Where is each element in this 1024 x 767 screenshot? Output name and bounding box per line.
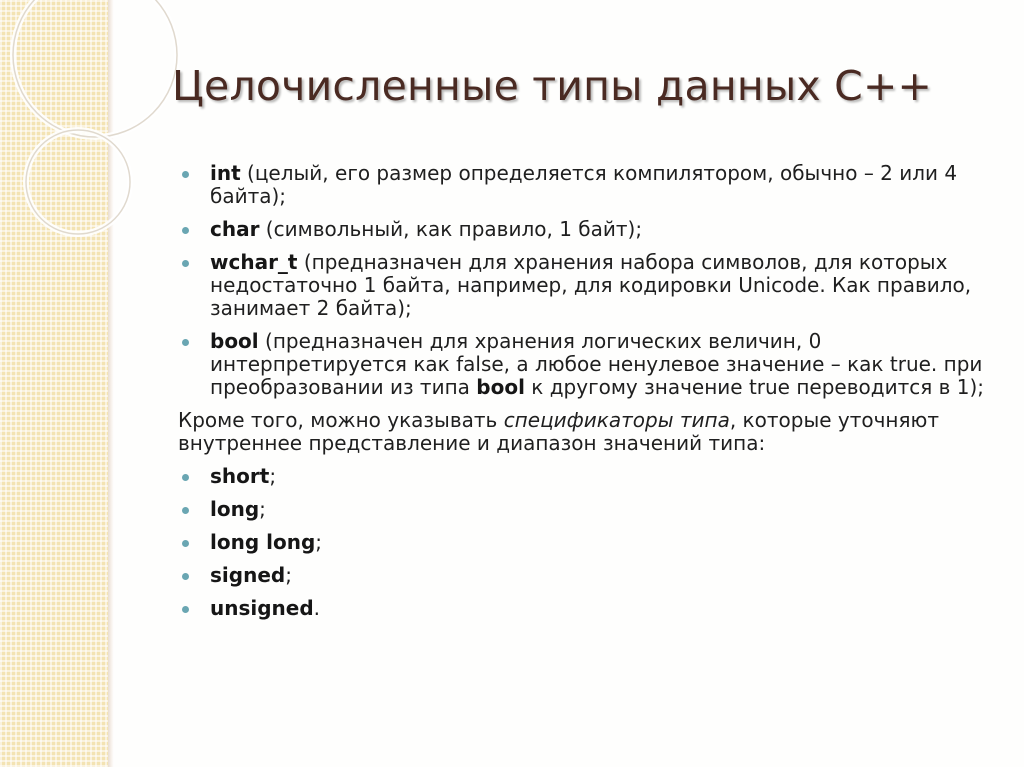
- keyword: char: [210, 217, 260, 241]
- keyword: unsigned: [210, 596, 314, 620]
- keyword: int: [210, 161, 241, 185]
- keyword: bool: [210, 329, 259, 353]
- list-item-int: [178, 162, 998, 208]
- bullet-icon: [182, 474, 189, 481]
- keyword: signed: [210, 563, 286, 587]
- list-item-signed: [178, 564, 998, 587]
- list-item-short: [178, 465, 998, 488]
- bullet-icon: [182, 227, 189, 234]
- list-item-wchar: [178, 251, 998, 320]
- item-end: .: [313, 596, 321, 620]
- slide-title: Целочисленные типы данных C++: [172, 62, 933, 110]
- item-end: ;: [259, 497, 266, 521]
- list-item-char: [178, 218, 998, 241]
- slide-content: [178, 162, 998, 630]
- item-text-end: к другому значение true переводится в 1);: [524, 375, 985, 399]
- list-item-unsigned: [178, 597, 998, 620]
- item-text: (символьный, как правило, 1 байт);: [259, 217, 643, 241]
- keyword: short: [210, 464, 270, 488]
- specifiers-list: [178, 465, 998, 620]
- bullet-icon: [182, 573, 189, 580]
- paragraph-before: Кроме того, можно указывать: [178, 408, 504, 432]
- item-end: ;: [269, 464, 277, 488]
- specifiers-paragraph: [178, 409, 998, 455]
- bullet-icon: [182, 339, 189, 346]
- paragraph-italic: спецификаторы типа: [503, 408, 730, 432]
- decorative-circle-small-shadow: [26, 130, 130, 234]
- decorative-circle-large: [13, 0, 177, 137]
- item-end: ;: [285, 563, 292, 587]
- item-text: (предназначен для хранения набора символов, для которых недостаточно 1 байта, например, для кодировки Unicode. Как правило, занимает 2 байта);: [210, 250, 972, 320]
- bullet-icon: [182, 171, 189, 178]
- item-text: (предназначен для хранения логических величин, 0 интерпретируется как false, а любое ненулевое значение – как true. при преобразовании из типа: [210, 329, 983, 399]
- list-item-bool: [178, 330, 998, 399]
- list-item-long: [178, 498, 998, 521]
- bullet-icon: [182, 260, 189, 267]
- keyword-inline: bool: [476, 375, 525, 399]
- keyword: long: [210, 497, 260, 521]
- bullet-icon: [182, 507, 189, 514]
- decorative-circles: [0, 0, 200, 260]
- bullet-icon: [182, 540, 189, 547]
- types-list: [178, 162, 998, 399]
- bullet-icon: [182, 606, 189, 613]
- paragraph-after: , которые уточняют внутреннее представление и диапазон значений типа:: [178, 408, 940, 455]
- list-item-long-long: [178, 531, 998, 554]
- keyword: long long: [210, 530, 316, 554]
- item-text: (целый, его размер определяется компилятором, обычно – 2 или 4 байта);: [210, 161, 958, 208]
- keyword: wchar_t: [210, 250, 298, 274]
- item-end: ;: [315, 530, 323, 554]
